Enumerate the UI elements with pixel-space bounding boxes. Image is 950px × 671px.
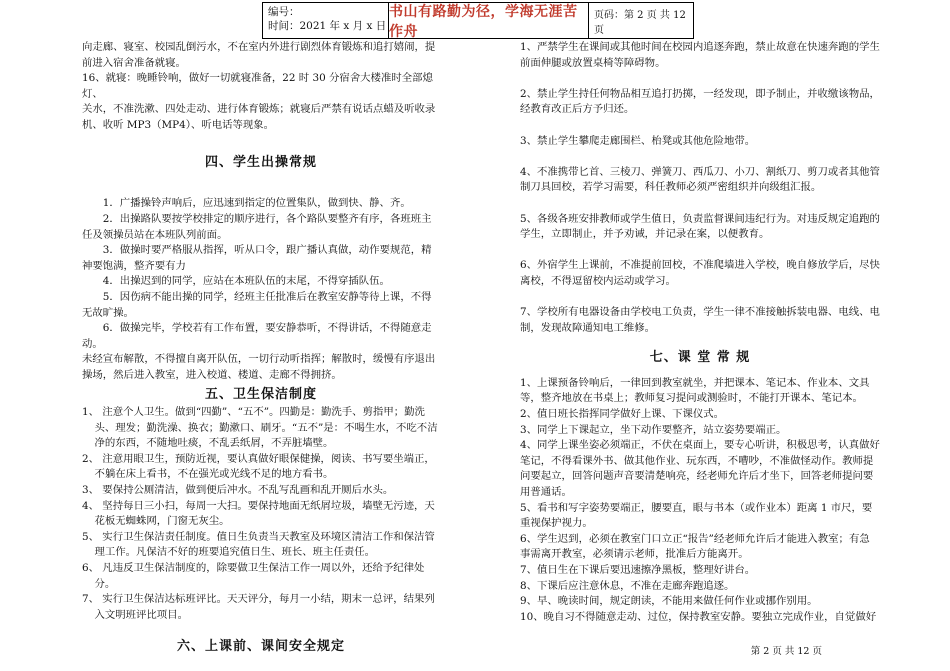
text-line: 前进入宿舍准备就寝。 <box>82 56 186 69</box>
list-item: 4、 坚持每日三小扫，每周一大扫。要保持地面无纸屑垃圾，墙壁无污迹，天花板无蜘蛛网，门窗无灰尘。 <box>82 499 435 528</box>
section-heading-7: 七、课 堂 常 规 <box>649 350 751 366</box>
text-line: 6．做操完毕，学校若有工作布置，要安静恭听，不得讲话，不得随意走动。 <box>82 322 432 350</box>
list-item: 10、晚自习不得随意走动、过位，保持教室安静。要独立完成作业，自觉做好 <box>520 610 877 623</box>
list-item: 1、严禁学生在课间或其他时间在校园内追逐奔跑，禁止故意在快速奔跑的学生前面伸腿或放置桌椅等障碍物。 <box>520 41 880 69</box>
list-item: 6、外宿学生上课前，不准提前回校，不准爬墙进入学校，晚自修放学后，尽快离校，不得逗留校内运动或学习。 <box>520 259 880 287</box>
list-item: 1、 注意个人卫生。做到“四勤”、“五不”。四勤是：勤洗手、剪指甲；勤洗头、理发；勤洗澡、换衣；勤漱口、刷牙。“五不”是：不喝生水，不吃不洁净的东西，不随地吐痰，不乱丢纸屑，不弄脏墙壁。 <box>82 406 438 450</box>
text-line: 操场，然后进入教室，进入校道、楼道、走廊不得拥挤。 <box>82 368 342 381</box>
list-item: 7、值日生在下课后要迅速擦净黑板，整理好讲台。 <box>520 564 756 576</box>
text-line: 3．做操时要严格服从指挥，听从口令，跟广播认真做，动作要规范，精 <box>102 244 432 257</box>
list-item: 3、同学上下课起立，坐下动作要整齐，站立姿势要端正。 <box>520 423 787 436</box>
list-item: 5、各级各班安排教师或学生值日，负责监督课间违纪行为。对违反规定追跑的学生，立即制止，并予劝诫，并记录在案，以便教育。 <box>520 212 880 241</box>
list-item: 9、早、晚读时间，规定朗读，不能用来做任何作业或挪作别用。 <box>520 595 818 608</box>
page-footer: 第 2 页 共 12 页 <box>750 646 822 657</box>
right-column <box>520 40 880 625</box>
text-line: 无故旷操。 <box>82 306 134 319</box>
text-line: 关水，不准洗漱、四处走动、进行体育锻炼；就寝后严禁有说话点蜡及听收录 <box>82 103 436 116</box>
list-item: 1、上课预备铃响后，一律回到教室就坐，并把课本、笔记本、作业本、文具等，整齐地放在书桌上；教师复习提问或测验时，不能打开课本、笔记本。 <box>520 376 870 405</box>
header-time: 时间：2021 年 x 月 x 日 <box>268 20 387 32</box>
section-heading-4: 四、学生出操常规 <box>204 155 317 171</box>
text-line: 未经宣布解散，不得擅自离开队伍，一切行动听指挥；解散时，缓慢有序退出 <box>82 353 436 366</box>
text-line: 2．出操路队要按学校排定的顺序进行，各个路队要整齐有序，各班班主 <box>102 212 432 225</box>
list-item: 6、学生迟到，必须在教室门口立正“报告”经老师允许后才能进入教室；有急事需离开教室，必须请示老师，批准后方能离开。 <box>520 532 870 561</box>
header-motto: 书山有路勤为径，学海无涯苦作舟 <box>389 3 589 38</box>
list-item: 8、下课后应注意休息，不准在走廊奔跑追逐。 <box>520 579 735 592</box>
list-item: 5、看书和写字姿势要端正，腰要直，眼与书本（或作业本）距离 1 市尺，要重视保护视力。 <box>520 501 873 530</box>
text-line: 任及领操员站在本班队列前面。 <box>82 228 228 241</box>
page-header <box>262 2 694 39</box>
list-item: 2、 注意用眼卫生，预防近视，要认真做好眼保健操，阅读、书写要坐端正，不躺在床上看书，不在强光或光线不足的地方看书。 <box>82 452 435 481</box>
text-line: 向走廊、寝室、校园乱倒污水，不在室内外进行剧烈体育锻炼和追打嬉闹，提 <box>82 41 436 53</box>
section-heading-5: 五、卫生保洁制度 <box>204 387 317 403</box>
text-line: 1．广播操铃声响后，应迅速到指定的位置集队，做到快、静、齐。 <box>102 197 411 210</box>
left-column <box>82 40 440 655</box>
header-meta <box>263 3 389 38</box>
text-line: 神要饱满，整齐要有力 <box>82 259 186 272</box>
list-item: 4、同学上课坐姿必须端正，不伏在桌面上，要专心听讲，积极思考，认真做好笔记，不得看课外书、做其他作业、玩东西，不嘈吵，不准做怪动作。教师提问要起立，回答问题声音要清楚响亮，经老师允许后才坐下，回答老师提问要用普通话。 <box>520 439 880 499</box>
text-line: 5．因伤病不能出操的同学，经班主任批准后在教室安静等待上课，不得 <box>102 290 432 303</box>
header-bianhao: 编号： <box>268 6 300 18</box>
list-item: 2、禁止学生持任何物品相互追打扔掷，一经发现，即予制止，并收缴该物品，经教育改正后方予归还。 <box>520 87 880 116</box>
list-item: 4、不准携带匕首、三棱刀、弹簧刀、西瓜刀、小刀、割纸刀、剪刀或者其他管制刀具回校，若学习需要，科任教师必须严密组织并向级组汇报。 <box>520 165 880 194</box>
list-item: 3、 要保持公厕清洁，做到便后冲水。不乱写乱画和乱开厕后水头。 <box>82 484 394 497</box>
list-item: 3、禁止学生攀爬走廊围栏、枱凳或其他危险地带。 <box>520 134 756 147</box>
list-item: 7、 实行卫生保洁达标班评比。天天评分，每月一小结，期末一总评，结果列入文明班评比项目。 <box>82 593 435 621</box>
list-item: 5、 实行卫生保洁责任制度。值日生负责当天教室及环境区清洁工作和保洁管理工作。凡保洁不好的班要追究值日生、班长、班主任责任。 <box>82 530 435 559</box>
list-item: 2、值日班长指挥同学做好上课、下课仪式。 <box>520 408 725 421</box>
text-line: 4．出操迟到的同学，应站在本班队伍的末尾，不得穿插队伍。 <box>102 275 390 288</box>
section-heading-6: 六、上课前、课间安全规定 <box>176 639 345 655</box>
list-item: 7、学校所有电器设备由学校电工负责，学生一律不准接触拆装电器、电线、电制，发现故障通知电工维修。 <box>520 306 880 334</box>
text-line: 16、就寝：晚睡铃响，做好一切就寝准备，22 时 30 分宿舍大楼准时全部熄灯、 <box>82 72 433 100</box>
text-line: 机、收听 MP3（MP4）、听电话等现象。 <box>82 118 275 131</box>
header-page-number: 页码：第 2 页 共 12 页 <box>594 9 686 36</box>
list-item: 6、 凡违反卫生保洁制度的，除要做卫生保洁工作一周以外，还给予纪律处分。 <box>82 562 425 590</box>
